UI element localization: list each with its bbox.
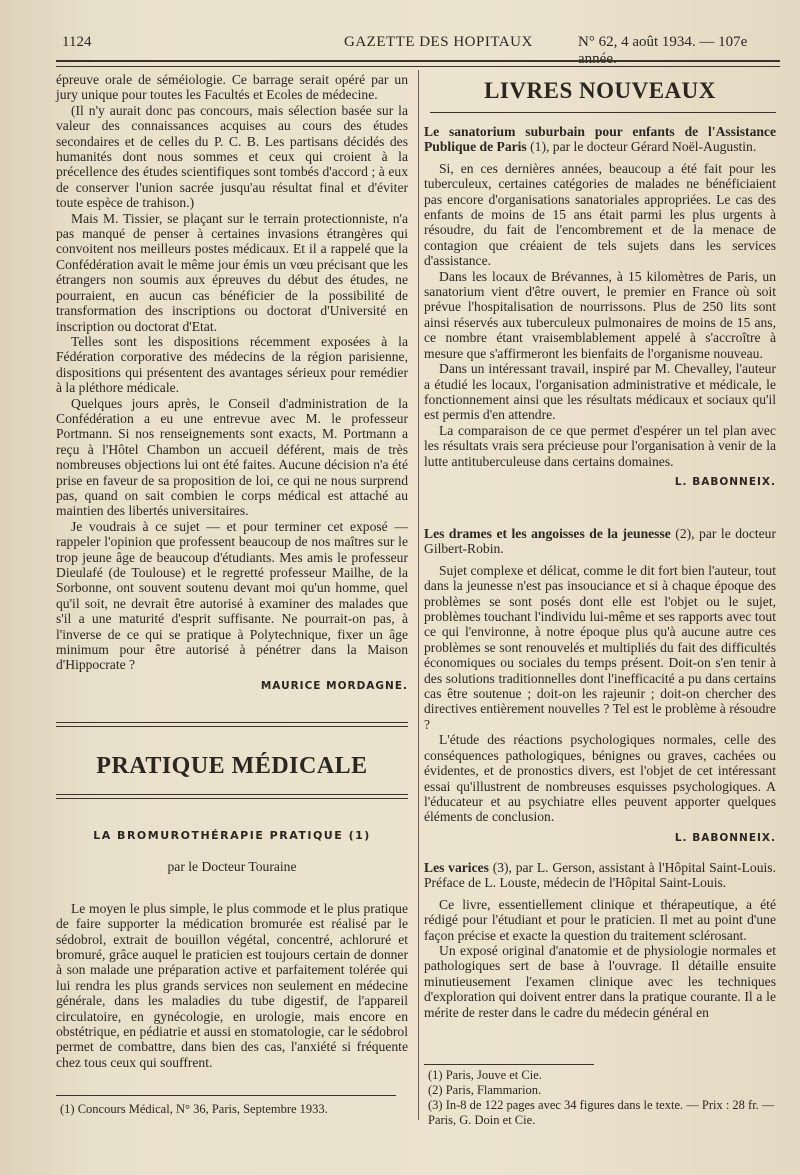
section-rule (56, 726, 408, 727)
review-signature: L. BABONNEIX. (674, 831, 776, 844)
paragraph: Le moyen le plus simple, le plus commode et le plus pratique de faire supporter la médication bromurée est réalisé par le sédobrol, extrait de bouillon végétal, concentré, achloruré et bromuré, grâce auquel le praticien est toujours certain de donner à son malade une préparation active et parfaitement tolérée qui lui rendra les plus grands services non seulement en médecine générale, dans les maladies du tube digestif, de l'appareil circulatoire, en gynécologie, en urologie, mais encore en obstétrique, en pédiatrie et aussi en stomatologie, car le sédobrol permet de combattre, dans bien des cas, l'anxiété si fréquente chez tous ceux qui souffrent. (56, 900, 408, 1070)
journal-title: GAZETTE DES HOPITAUX (344, 34, 533, 50)
footnote-rule (56, 1095, 396, 1096)
book-review-2 (424, 526, 776, 846)
paragraph: Un exposé original d'anatomie et de physiologie normales et pathologiques sert de base à l'ouvrage. Il détaille ensuite minutieusement l'examen clinique avec les techniques d'exploration qui doivent entrer dans la pratique courante. Il a le mérite de rester dans le cadre du médecin général en (424, 943, 776, 1020)
header-rule-thin (56, 66, 780, 67)
section-rule (430, 112, 776, 113)
paragraph: Dans un intéressant travail, inspiré par M. Chevalley, l'auteur a étudié les locaux, l'organisation administrative et médicale, le fonctionnement ainsi que les résultats médicaux et sociaux qu'il est permis d'en attendre. (424, 361, 776, 423)
book-title: Le sanatorium suburbain pour enfants de l'Assistance Publique de Paris (424, 124, 776, 155)
book-title: Les drames et les angoisses de la jeunesse (424, 526, 671, 541)
left-column (56, 72, 408, 694)
paragraph: Quelques jours après, le Conseil d'administration de la Confédération a eu une entrevue avec M. le professeur Portmann. Si nos renseignements sont exacts, M. Portmann a reçu à l'Hôtel Chambon un accueil déférent, mais de très nombreuses objections lui ont été faites. Aucune décision n'a été prise en faveur de sa proposition de loi, ce qui ne nous surprend pas, quand on sait combien le corps médical est attaché au maintien des libertés universitaires. (56, 395, 408, 519)
footnotes-livres (428, 1068, 776, 1128)
footnote: (1) Concours Médical, N° 36, Paris, Septembre 1933. (60, 1102, 328, 1116)
header-rule (56, 60, 780, 62)
book-review-3 (424, 860, 776, 1020)
section-rule (56, 798, 408, 799)
article-byline: par le Docteur Touraine (167, 859, 297, 875)
review-signature: L. BABONNEIX. (674, 475, 776, 488)
paragraph: La comparaison de ce que permet d'espérer un tel plan avec les résultats vrais sera précieuse pour l'organisation à venir de la lutte antituberculeuse dans certains domaines. (424, 422, 776, 469)
column-divider (418, 70, 419, 1120)
article-title: LA BROMUROTHÉRAPIE PRATIQUE (1) (93, 829, 371, 842)
book-reference: (2), par le docteur Gilbert-Robin. (424, 526, 776, 557)
section-rule (56, 722, 408, 723)
paragraph: Sujet complexe et délicat, comme le dit fort bien l'auteur, tout dans la jeunesse n'est pas insouciance et si à chaque époque des problèmes se sont posés dont elle est l'objet ou le sujet, problèmes touchant l'individu lui-même et ses rapports avec tout ce qui l'environne, à notre époque plus qu'à aucune autre ces problèmes se sont renouvelés et multipliés du fait des difficultés économiques ou sociales du temps présent. Doit-on s'en tenir à des solutions traditionnelles dont l'inefficacité a pu dans certains cas être soutenue ; doit-on les rajeunir ; doit-on chercher des directives entièrement nouvelles ? Tel est le problème à résoudre ? (424, 562, 776, 732)
section-title-pratique: PRATIQUE MÉDICALE (96, 753, 368, 779)
paragraph: Je voudrais à ce sujet — et pour terminer cet exposé — rappeler l'opinion que professent beaucoup de nos maîtres sur le trop jeune âge de beaucoup d'étudiants. Mes amis le professeur Dieulafé (de Toulouse) et le regretté professeur Mailhe, de la Sorbonne, ont souvent soutenu devant moi qu'un homme, quel qu'il soit, ne devrait être autorisé à examiner des malades que s'il a une maturité d'esprit suffisante. Ne pourrait-on pas, à l'inverse de ce qui se pratique à Polytechnique, fixer un âge minimum pour être autorisé à pénétrer dans la Maison d'Hippocrate ? (56, 518, 408, 673)
pratique-article (56, 828, 408, 1070)
page-header (62, 34, 778, 67)
paragraph: Dans les locaux de Brévannes, à 15 kilomètres de Paris, un sanatorium vient d'être ouvert, le premier en France où soit prévue l'hospitalisation de nourrissons. Plus de 250 lits sont ainsi réservés aux tuberculeux pulmonaires de moins de 15 ans, ce nombre étant vraisemblablement appelé à s'accroître à mesure que s'affirmeront les bienfaits de l'organisme nouveau. (424, 268, 776, 361)
paragraph: Ce livre, essentiellement clinique et thérapeutique, a été rédigé pour l'étudiant et pour le praticien. Il met au point d'une façon précise et exacte la question du traitement sclérosant. (424, 896, 776, 943)
paragraph: L'étude des réactions psychologiques normales, celle des conséquences pathologiques, bénignes ou graves, cachées ou évidentes, et de pronostics divers, est l'objet de cet intéressant essai qu'illustrent de nombreuses esquisses psychologiques. A l'éducateur et au psychiatre elles peuvent apporter quelques éléments de conclusion. (424, 732, 776, 825)
paragraph: Si, en ces dernières années, beaucoup a été fait pour les tuberculeux, certaines catégories de malades ne bénéficiaient pas encore d'organisations sanatoriales appropriées. Le cas des enfants de moins de 15 ans était parmi les plus urgents à résoudre, du fait de l'encombrement et de la menace de contagion que créaient de tels sujets dans les services d'assistance. (424, 160, 776, 269)
book-reference: (1), par le docteur Gérard Noël-Augustin. (530, 139, 757, 155)
book-review-1 (424, 124, 776, 490)
section-title-livres: LIVRES NOUVEAUX (484, 78, 716, 103)
footnote-rule (424, 1064, 594, 1065)
author-signature: MAURICE MORDAGNE. (260, 679, 408, 692)
paragraph: (Il n'y aurait donc pas concours, mais sélection basée sur la valeur des connaissances acquises au cours des études secondaires et de celles du P. C. B. Les partisans décidés des humanités dont nous sommes et ceux qui croient à la précellence des études scientifiques sont tombés d'accord ; à eux de conserver l'union sacrée jusqu'au résultat final et d'éviter toute espèce de trahison.) (56, 102, 408, 211)
footnote: (2) Paris, Flammarion. (428, 1083, 542, 1097)
section-rule (56, 794, 408, 795)
page-number: 1124 (62, 34, 92, 50)
footnote: (1) Paris, Jouve et Cie. (428, 1068, 542, 1082)
paragraph: épreuve orale de séméiologie. Ce barrage serait opéré par un jury unique pour toutes les Facultés et Ecoles de médecine. (56, 72, 408, 103)
book-title: Les varices (424, 860, 489, 875)
paragraph: Mais M. Tissier, se plaçant sur le terrain protectionniste, n'a pas manqué de penser à certaines invasions étrangères qui convoitent nos meilleurs postes médicaux. Et il a rappelé que la Confédération avait le même jour émis un vœu précisant que les étrangers non soumis aux épreuves du début des études, ne pourraient, en aucun cas bénéficier de la possibilité de transformation des inscriptions ou doctorat d'Université en inscription ou doctorat d'Etat. (56, 210, 408, 334)
paragraph: Telles sont les dispositions récemment exposées à la Fédération corporative des médecins de la région parisienne, dispositions qui présentent des avantages sérieux pour remédier à la pléthore médicale. (56, 333, 408, 396)
book-reference: (3), par L. Gerson, assistant à l'Hôpital Saint-Louis. Préface de L. Louste, médecin de l'Hôpital Saint-Louis. (424, 860, 776, 891)
footnote: (3) In-8 de 122 pages avec 34 figures dans le texte. — Prix : 28 fr. — Paris, G. Doin et Cie. (428, 1098, 775, 1127)
issue-info: N° 62, 4 août 1934. — 107e année. (578, 34, 748, 67)
